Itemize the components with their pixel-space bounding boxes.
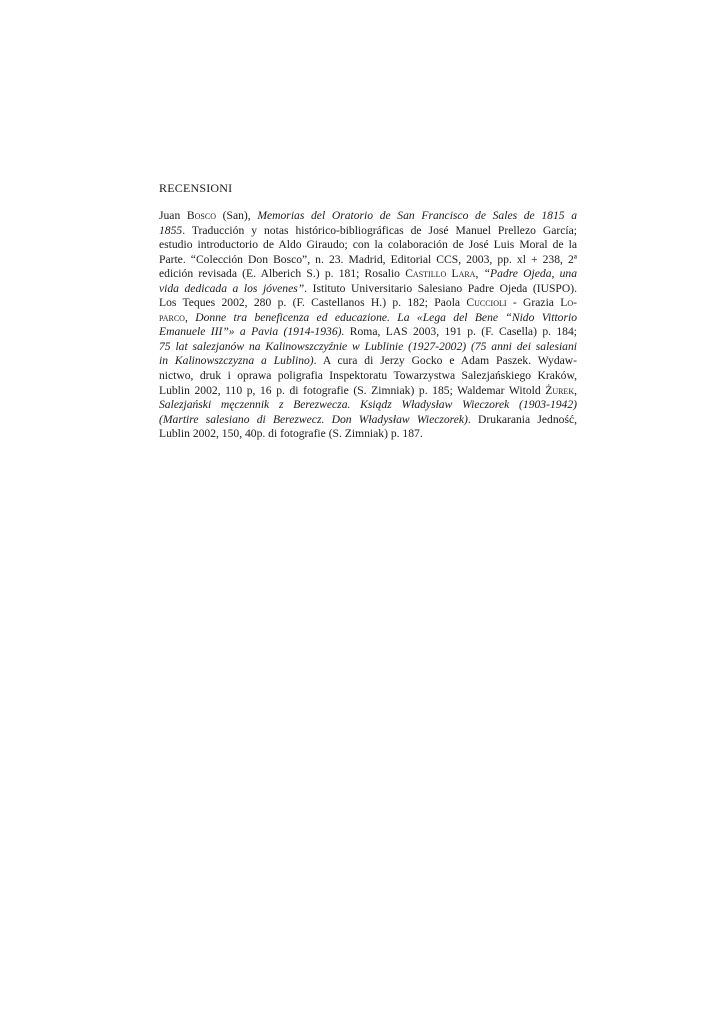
text-line — [159, 253, 577, 268]
citation-text: . Drukarania Jedność, — [467, 412, 577, 426]
italic-title-text: Salezjański męczennik z Berezwecza. Ksiądz Władysław Wieczorek (1903-1942) — [159, 398, 577, 412]
text-line — [159, 267, 577, 282]
text-line — [159, 282, 577, 297]
author-name-text: parco — [159, 310, 185, 324]
italic-title-text: vida dedicada a los jóvenes” — [159, 281, 305, 295]
citation-text: , — [574, 383, 577, 397]
author-name-text: Castillo Lara — [405, 267, 476, 281]
italic-title-text: “Padre Ojeda, una — [483, 267, 578, 281]
text-line — [159, 427, 577, 442]
text-line — [159, 238, 577, 253]
italic-title-text: Memorias del Oratorio de San Francisco de Sales de 1815 a — [257, 209, 578, 222]
italic-title-text: Donne tra beneficenza ed educazione. La «Lega del Bene “Nido Vittorio — [195, 310, 577, 324]
citation-text: Lublin 2002, 110 p, 16 p. di fotografie (S. Zimniak) p. 185; Waldemar Witold — [159, 383, 546, 397]
author-name-text: Bosco — [186, 209, 216, 222]
italic-title-text: in Kalinowszczyzna a Lublino) — [159, 354, 314, 368]
citation-text: . Istituto Universitario Salesiano Padre Ojeda (IUSPO). — [304, 281, 577, 295]
italic-title-text: (Martire salesiano di Berezwecz. Don Władysław Wieczorek) — [159, 412, 468, 426]
citation-text: Lublin 2002, 150, 40p. di fotografie (S. Zimniak) p. 187. — [159, 427, 423, 441]
text-line — [159, 398, 577, 413]
italic-title-text: 1855 — [159, 223, 183, 237]
text-line — [159, 413, 577, 428]
citation-text: . Traducción y notas histórico-bibliográficas de José Manuel Prellezo García; — [182, 223, 577, 237]
text-line — [159, 384, 577, 399]
citation-text: , — [475, 267, 484, 281]
citation-text: Parte. “Colección Don Bosco”, n. 23. Madrid, Editorial CCS, 2003, pp. xl + 238, 2ª — [159, 252, 577, 266]
citation-text: edición revisada (E. Alberich S.) p. 181; Rosalio — [159, 267, 406, 281]
text-line — [159, 224, 577, 239]
citation-text: (San), — [216, 209, 258, 222]
citation-text: estudio introductorio de Aldo Giraudo; con la colaboración de José Luis Moral de la — [159, 238, 577, 252]
text-line — [159, 325, 577, 340]
author-name-text: Cuccioli — [466, 296, 507, 310]
author-name-text: Lo- — [560, 296, 577, 310]
italic-title-text: 75 lat salezjanów na Kalinowszczyźnie w Lublinie (1927-2002) (75 anni dei salesiani — [159, 339, 577, 353]
citation-text: Juan — [159, 209, 187, 222]
citation-text: nictwo, druk i oprawa poligrafia Inspektoratu Towarzystwa Salezjańskiego Kraków, — [159, 369, 577, 383]
citation-text: Los Teques 2002, 280 p. (F. Castellanos H.) p. 182; Paola — [159, 296, 467, 310]
text-line — [159, 340, 577, 355]
citation-text: . A cura di Jerzy Gocko e Adam Paszek. Wydaw- — [313, 354, 577, 368]
review-list — [159, 209, 577, 442]
text-line — [159, 311, 577, 326]
text-line — [159, 354, 577, 369]
italic-title-text: Emanuele III”» a Pavia (1914-1936). — [159, 325, 345, 339]
author-name-text: Żurek — [545, 383, 575, 397]
text-line — [159, 296, 577, 311]
text-line — [159, 369, 577, 384]
section-heading: RECENSIONI — [159, 181, 233, 195]
text-line — [159, 209, 577, 224]
citation-text: Roma, LAS 2003, 191 p. (F. Casella) p. 184; — [344, 325, 577, 339]
citation-text: - Grazia — [506, 296, 561, 310]
citation-text: , — [184, 310, 196, 324]
